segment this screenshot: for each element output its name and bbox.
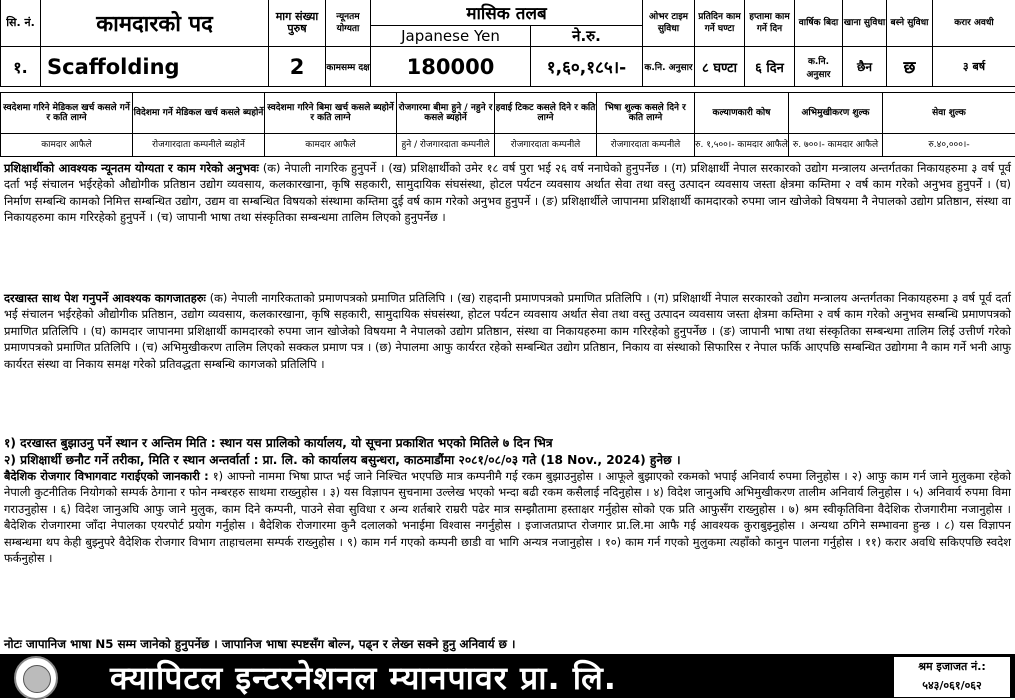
cost-header-visa-fee: भिषा शुल्क कसले दिने र कति लाग्ने bbox=[597, 93, 695, 134]
header-contract: करार अवधी bbox=[933, 0, 1015, 47]
header-demand: माग संख्या पुरुष bbox=[269, 0, 326, 47]
cost-header-welfare-fund: कल्याणकारी कोष bbox=[695, 93, 789, 134]
cost-header-foreign-medical: विदेशमा गर्ने मेडिकल खर्च कसले ब्यहोर्ने bbox=[133, 93, 265, 134]
header-food: खाना सुविधा bbox=[843, 0, 887, 47]
cost-value-welfare-fund: रु. १,५००।- कामदार आफैले bbox=[695, 134, 789, 157]
header-position: कामदारको पद bbox=[41, 0, 269, 47]
row-leave: क.नि. अनुसार bbox=[795, 47, 843, 87]
row-accommodation: छ bbox=[887, 47, 933, 87]
row-days: ६ दिन bbox=[745, 47, 795, 87]
header-accommodation: बस्ने सुविधा bbox=[887, 0, 933, 47]
dept-heading: बैदेशिक रोजगार विभागवाट गराईएको जानकारी : bbox=[4, 469, 209, 483]
company-seal-icon bbox=[14, 656, 58, 700]
row-contract: ३ बर्ष bbox=[933, 47, 1015, 87]
header-salary: मासिक तलब bbox=[371, 0, 643, 26]
cost-value-employment-insurance: हुने / रोजगारदाता कम्पनीले bbox=[397, 134, 495, 157]
row-food: छैन bbox=[843, 47, 887, 87]
cost-value-visa-fee: रोजगारदाता कम्पनीले bbox=[597, 134, 695, 157]
cost-value-air-ticket: रोजगारदाता कम्पनीले bbox=[495, 134, 597, 157]
row-overtime: क.नि. अनुसार bbox=[643, 47, 695, 87]
row-demand: 2 bbox=[269, 47, 326, 87]
row-position: Scaffolding bbox=[41, 47, 269, 87]
dept-section bbox=[4, 468, 1011, 566]
cost-header-local-insurance: स्वदेशमा गरिने बिमा खर्च कसले ब्यहोर्ने र कति लाग्ने bbox=[265, 93, 397, 134]
header-salary-jpy: Japanese Yen bbox=[371, 26, 531, 47]
row-sn: १. bbox=[1, 47, 41, 87]
header-hours: प्रतिदिन काम गर्ने घण्टा bbox=[695, 0, 745, 47]
header-overtime: ओभर टाइम सुविधा bbox=[643, 0, 695, 47]
interview-line: २) प्रशिक्षार्थी छनौट गर्ने तरीका, मिति र स्थान अन्तर्वार्ता : प्रा. लि. को कार्यालय बसुन्धरा, काठमाडौंमा २०८१/०८/०३ गते (18 Nov., 2024) हुनेछ । bbox=[4, 451, 1011, 468]
footer-banner bbox=[0, 654, 1015, 698]
qualification-body: (क) नेपाली नागरिक हुनुपर्ने । (ख) प्रशिक्षार्थीको उमेर १८ वर्ष पुरा भई २६ वर्ष ननाघेको हुनुपर्नेछ । (ग) प्रशिक्षार्थी नेपाल सरकारको उद्योग मन्त्रालय अन्तर्गतका निकायहरुमा ३ वर्ष पूर्व दर्ता भई संचालन भईरहेको औद्योगीक प्रतिष्ठान उद्योग व्यवसाय, कलकारखाना, कृषि सहकारी, सामुदायिक संघसंस्था, होटल पर्यटन व्यवसाय अर्थात सेवा तथा वस्तु उत्पादन व्यवसाय जस्ता क्षेत्रमा कम्तिमा २ वर्ष काम गरेको अनुभव हुनुपर्ने । (घ) निर्माण सम्बन्धि कामको निमित्त सम्बन्धित उद्योग, उद्यम वा सम्बन्धित विषयको संस्थामा कम्तिमा दुई वर्ष काम गरेको अनुभव हुनुपर्ने । (ङ) प्रशिक्षार्थीले जापानमा प्रशिक्षार्थी कामदारको रुपमा जान खोजेको विषयमा नै नेपालको उद्योग प्रतिष्ठान, संस्था वा निकायहरुमा काम गरिरहेको हुनुपर्ने । (च) जापानी भाषा तथा संस्कृतिका सम्बन्धमा तालिम लिएको हुनुपर्नेछ । bbox=[4, 161, 1011, 224]
cost-value-orientation-fee: रु. ७००।- कामदार आफैले bbox=[789, 134, 883, 157]
documents-body: (क) नेपाली नागरिकताको प्रमाणपत्रको प्रमाणित प्रतिलिपि । (ख) राहदानी प्रमाणपत्रको प्रमाणित प्रतिलिपि । (ग) प्रशिक्षार्थी नेपाल सरकारको उद्योग मन्त्रालय अन्तर्गतका निकायहरुमा ३ वर्ष पूर्व दर्ता भई संचालन भईरहेको औद्योगीक प्रतिष्ठान, उद्योग व्यवसाय, कलकारखाना, कृषि सहकारी, सामुदायिक संघसंस्था, होटल पर्यटन व्यवसाय अर्थात सेवा तथा वस्तु उत्पादन व्यवसाय जस्ता क्षेत्रमा कम्तिमा २ वर्ष काम गरेको अनुभव सम्बन्धि प्रमाणपत्रको प्रमाणित प्रतिलिपि । (घ) कामदार जापानमा प्रशिक्षार्थी कामदारको रुपमा जान खोजेको विषयमा नै नेपालको उद्योग प्रतिष्ठान, संस्था वा निकायहरुमा काम गरिरहेको हुनुपर्नेछ । (ङ) जापानी भाषा तथा संस्कृतिका सम्बन्धमा तालिम लिई उत्तीर्ण गरेको प्रमाणपत्रको प्रमाणित प्रतिलिपि । (च) अभिमुखीकरण तालिम लिएको सक्कल प्रमाण पत्र । (छ) नेपालमा आफु कार्यरत रहेको सम्बन्धित उद्योग प्रतिष्ठान, निकाय वा संस्थाको सिफारिस र नेपाल फर्कि आएपछि सम्बन्धित उद्योगमा नै काम गर्ने भनी आफु कार्यरत संस्था वा निकाय समक्ष गरेको प्रतिवद्धता सम्बन्धि कागजको प्रतिलिपि । bbox=[4, 291, 1011, 371]
row-hours: ८ घण्टा bbox=[695, 47, 745, 87]
deadline-line: १) दरखास्त बुझाउनु पर्ने स्थान र अन्तिम मिति : स्थान यस प्रालिको कार्यालय, यो सूचना प्रकाशित भएको मितिले ७ दिन भित्र bbox=[4, 434, 1011, 451]
row-salary-jpy: 180000 bbox=[371, 47, 531, 87]
cost-value-local-insurance: कामदार आफैले bbox=[265, 134, 397, 157]
documents-section bbox=[4, 290, 1011, 372]
qualification-heading: प्रशिक्षार्थीको आवश्यक न्यूनतम योग्यता र काम गरेको अनुभवः bbox=[4, 161, 259, 175]
dept-body: १) आफ्नो नाममा भिषा प्राप्त भई जाने निश्चित भएपछि मात्र कम्पनीमै गई रकम बुझाउनुहोस । आफूले बुझाएको रकमको भपाई अनिवार्य रुपमा लिनुहोस । २) आफु काम गर्न जाने मुलुकमा रहेको नेपाली कुटनीतिक नियोगको सम्पर्क ठेगाना र फोन नम्बरहरु साथमा राख्नुहोस । ३) यस विज्ञापन सुचनामा उल्लेख भएको भन्दा बढी रकम कसैलाई नदिनुहोस । ४) विदेश जानुअघि अभिमुखीकरण तालीम अनिवार्य लिनुहोस । ५) अनिवार्य रुपमा विमा गराउनुहोस । ६) विदेश जानुअघि आफु जाने मुलुक, काम दिने कम्पनी, पाउने सेवा सुविधा र अन्य शर्तबारे राम्ररी पढेर मात्र सम्झौतामा हस्ताक्षर गर्नुहोस सोको एक प्रति आफुसँग राख्नुहोस । ७) श्रम स्वीकृतिविना वैदेशिक रोजगारीमा नजानुहोस । बैदेशिक रोजगारमा जाँदा नेपालका एयरपोर्ट प्रयोग गर्नुहोस । बैदेशिक रोजगारमा कुनै दलालको भनाईमा विश्वास नगर्नुहोस । इजाजतप्राप्त रोजगार प्रा.लि.मा आफै गई आवश्यक कुराबुझ्नुहोस । अन्यथा ठगिने सम्भावना हुन्छ । ८) यस विज्ञापन सम्बन्धमा थप केही बुझ्नुपरे वैदेशिक रोजगार विभाग ताहाचलमा सम्पर्क राख्नुहोस । ९) काम गर्न गएको कम्पनी छाडी वा भागि अन्यत्र नजानुहोस । १०) काम गर्न गएको मुलुकमा त्यहाँको कानुन पालना गर्नुहोस । ११) करार अवधि सकिएपछि स्वदेश फर्कनुहोस । bbox=[4, 469, 1011, 565]
cost-header-orientation-fee: अभिमुखीकरण शुल्क bbox=[789, 93, 883, 134]
license-label: श्रम इजाजत नं.: bbox=[894, 657, 1010, 676]
documents-heading: दरखास्त साथ पेश गनुपर्ने आवश्यक कागजातहरुः bbox=[4, 291, 206, 305]
row-salary-npr: १,६०,१८५।- bbox=[531, 47, 643, 87]
license-number: ५४३/०६१/०६२ bbox=[894, 676, 1010, 695]
header-days: हप्तामा काम गर्ने दिन bbox=[745, 0, 795, 47]
header-qualification: न्यूनतम योग्यता bbox=[326, 0, 371, 47]
qualification-section bbox=[4, 160, 1011, 226]
cost-header-air-ticket: हवाई टिकट कसले दिने र कति लाग्ने bbox=[495, 93, 597, 134]
cost-header-employment-insurance: रोजगारमा बीमा हुने / नहुने र कसले ब्यहोर्ने bbox=[397, 93, 495, 134]
license-box bbox=[893, 656, 1011, 698]
header-salary-npr: ने.रु. bbox=[531, 26, 643, 47]
job-table bbox=[0, 0, 1015, 87]
cost-value-service-fee: रु.४०,०००।- bbox=[883, 134, 1015, 157]
cost-value-foreign-medical: रोजगारदाता कम्पनीले ब्यहोर्ने bbox=[133, 134, 265, 157]
cost-table bbox=[0, 92, 1015, 157]
note-line: नोटः जापानिज भाषा N5 सम्म जानेको हुनुपर्नेछ । जापानिज भाषा स्पष्टसँग बोल्न, पढ्न र लेख्न सक्ने हुनु अनिवार्य छ । bbox=[4, 636, 1011, 652]
cost-header-service-fee: सेवा शुल्क bbox=[883, 93, 1015, 134]
company-name: क्यापिटल इन्टरनेशनल म्यानपावर प्रा. लि. bbox=[110, 656, 617, 699]
cost-value-local-medical: कामदार आफैले bbox=[1, 134, 133, 157]
cost-header-local-medical: स्वदेशमा गरिने मेडिकल खर्च कसले गर्ने र कति लाग्ने bbox=[1, 93, 133, 134]
header-sn: सि. नं. bbox=[1, 0, 41, 47]
header-leave: वार्षिक बिदा bbox=[795, 0, 843, 47]
row-qualification: कामसम्म दक्ष bbox=[326, 47, 371, 87]
